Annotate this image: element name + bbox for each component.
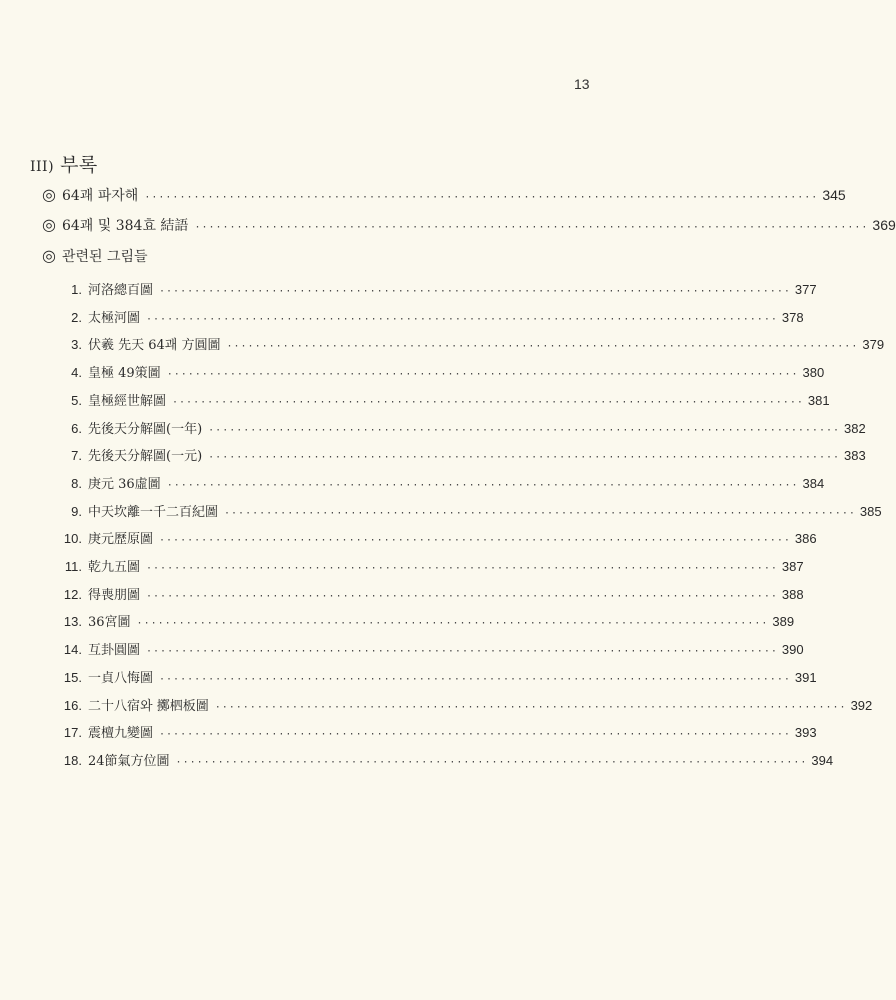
figure-entry (62, 445, 866, 465)
figure-entry-label: 36宮圖 (88, 615, 131, 631)
dot-leader: ·························································································· (136, 618, 769, 630)
toc-entry-page: 369 (872, 217, 896, 233)
figure-entry-number: 15. (63, 669, 82, 685)
figure-entry-page: 381 (807, 392, 830, 408)
figure-entry-label: 得喪朋圖 (88, 587, 141, 603)
dot-leader: ·························································································· (208, 452, 841, 464)
figure-entry-page: 380 (802, 365, 825, 381)
figure-entry-title (62, 750, 176, 769)
figure-entry-number: 4. (71, 365, 82, 381)
dot-leader: ·························································································· (224, 507, 856, 519)
dot-leader: ·························································································· (146, 563, 778, 574)
figure-entry (62, 667, 817, 686)
figure-entry (62, 528, 817, 548)
dot-leader: ·························································································· (159, 673, 791, 685)
figure-entry-title (62, 556, 146, 575)
figure-entry-title (62, 695, 215, 714)
toc-entry-label: 관련된 그림들 (61, 249, 148, 265)
figure-entry (62, 639, 804, 659)
figure-entry-label: 24節氣方位圖 (88, 753, 170, 769)
figure-entry-page: 388 (781, 586, 804, 602)
figure-entry (62, 556, 804, 575)
toc-entry (42, 215, 896, 235)
figure-entry-number: 6. (71, 420, 82, 436)
figure-entry-number: 16. (63, 697, 82, 713)
figure-entry-title (62, 473, 167, 492)
toc-entry-label: 64괘 파자해 (61, 188, 139, 204)
dot-leader: ·························································································· (214, 701, 847, 713)
figure-entry-page: 383 (844, 448, 866, 464)
dot-leader: ·························································································· (208, 424, 841, 436)
figure-entry-number: 12. (63, 586, 82, 602)
figure-entry-number: 13. (63, 614, 82, 630)
figure-entry (62, 501, 882, 520)
toc-entry-title (42, 215, 194, 235)
figure-entry-title (62, 584, 146, 603)
dot-leader: ·························································································· (159, 286, 791, 297)
figure-entry-label: 二十八宿와 擲柶板圖 (88, 698, 209, 714)
section-roman-numeral: III) (30, 159, 55, 175)
figure-entry-page: 384 (802, 475, 825, 491)
figure-entry-title (62, 611, 137, 630)
figure-entry-label: 庚元歷原圖 (88, 532, 154, 548)
figure-entry-number: 5. (71, 392, 82, 408)
figure-entry (62, 584, 804, 603)
bullet-marker-icon: ◎ (42, 215, 56, 234)
figure-entry-title (62, 722, 159, 741)
figure-entry-label: 中天坎離一千二百紀圖 (88, 504, 219, 520)
figure-entry (62, 279, 817, 298)
section-heading (30, 150, 98, 177)
figure-entry-label: 一貞八悔圖 (88, 670, 154, 686)
figure-entry-number: 14. (63, 642, 82, 658)
dot-leader: ·························································································· (146, 313, 778, 325)
figure-entry-label: 皇極 49策圖 (88, 366, 161, 382)
toc-entry-title (42, 246, 154, 266)
page-number: 13 (574, 76, 590, 92)
toc-entry (42, 246, 508, 266)
toc-entry-title (42, 185, 144, 205)
figure-entry-label: 河洛總百圖 (88, 283, 154, 298)
figure-entry-label: 先後天分解圖(一元) (88, 449, 203, 465)
dot-leader: ·························································································· (146, 590, 778, 602)
figure-entry-label: 太極河圖 (88, 310, 141, 326)
dot-leader: ·························································································· (159, 535, 791, 547)
figure-entry-page: 391 (794, 669, 817, 685)
figure-entry-number: 7. (71, 448, 82, 464)
figure-entry (62, 750, 834, 769)
dot-leader: ································································································ (194, 222, 869, 233)
toc-entry-label: 64괘 및 384효 結語 (61, 218, 189, 234)
dot-leader: ································································································ (144, 192, 819, 203)
figure-entry-page: 387 (781, 559, 804, 574)
figure-entry-title (62, 334, 227, 353)
figure-entry-number: 1. (71, 282, 82, 297)
figure-entry-label: 皇極經世解圖 (88, 393, 167, 409)
figure-entry-title (62, 528, 159, 547)
dot-leader: ·························································································· (172, 396, 804, 408)
dot-leader: ·························································································· (175, 756, 808, 768)
bullet-marker-icon: ◎ (42, 185, 56, 204)
dot-leader: ·························································································· (146, 646, 778, 658)
figure-entry-label: 乾九五圖 (88, 560, 141, 575)
figure-entry-page: 390 (781, 642, 804, 658)
figure-entry-title (62, 445, 208, 464)
figure-entry-label: 庚元 36虛圖 (88, 476, 161, 492)
figure-entry (62, 695, 873, 714)
figure-entry-page: 394 (811, 752, 834, 768)
figure-entry-title (62, 279, 159, 298)
figure-entry-number: 2. (71, 309, 82, 325)
figure-entry-title (62, 362, 167, 381)
figure-entry (62, 334, 885, 354)
figure-entry-page: 393 (794, 725, 817, 741)
figure-entry (62, 390, 830, 409)
figure-entry-title (62, 390, 172, 409)
figure-entry-title (62, 667, 159, 686)
toc-entry (42, 185, 846, 205)
figure-entry-label: 伏羲 先天 64괘 方圓圖 (88, 338, 221, 354)
figure-entry-label: 互卦圓圖 (88, 643, 141, 659)
figure-entry-page: 392 (850, 697, 873, 713)
figure-entry-number: 3. (71, 337, 82, 353)
figure-entry-title (62, 307, 146, 326)
dot-leader: ·························································································· (166, 479, 799, 491)
figure-entry-number: 18. (63, 752, 82, 768)
figure-entry-label: 震檀九變圖 (88, 726, 154, 742)
figure-entry-number: 8. (71, 475, 82, 491)
toc-entry-page: 345 (822, 187, 846, 203)
figure-entry-number: 10. (63, 531, 82, 547)
figure-entry-page: 379 (862, 337, 885, 353)
figure-entry-title (62, 639, 146, 658)
dot-leader: ·························································································· (166, 369, 799, 381)
figure-entry-page: 386 (794, 531, 817, 547)
figure-entry (62, 307, 804, 326)
figure-entry (62, 418, 866, 437)
figure-entry-label: 先後天分解圖(一年) (88, 421, 203, 437)
figure-entry (62, 473, 825, 492)
figure-entry-page: 382 (844, 420, 866, 436)
dot-leader: ·························································································· (226, 341, 859, 353)
figure-entry-number: 11. (64, 559, 82, 574)
figure-entry (62, 611, 795, 631)
figure-entry-page: 385 (859, 503, 882, 519)
figure-entry-page: 389 (772, 614, 795, 630)
bullet-marker-icon: ◎ (42, 246, 56, 265)
dot-leader: ·························································································· (159, 729, 791, 741)
section-title: 부록 (60, 154, 98, 176)
figure-entry-page: 378 (781, 309, 804, 325)
figure-entry (62, 722, 817, 742)
figure-entry (62, 362, 825, 382)
figure-entry-page: 377 (794, 282, 817, 297)
figure-entry-number: 17. (63, 725, 82, 741)
figure-entry-title (62, 501, 224, 520)
figure-entry-title (62, 418, 208, 437)
figure-entry-number: 9. (71, 503, 82, 519)
